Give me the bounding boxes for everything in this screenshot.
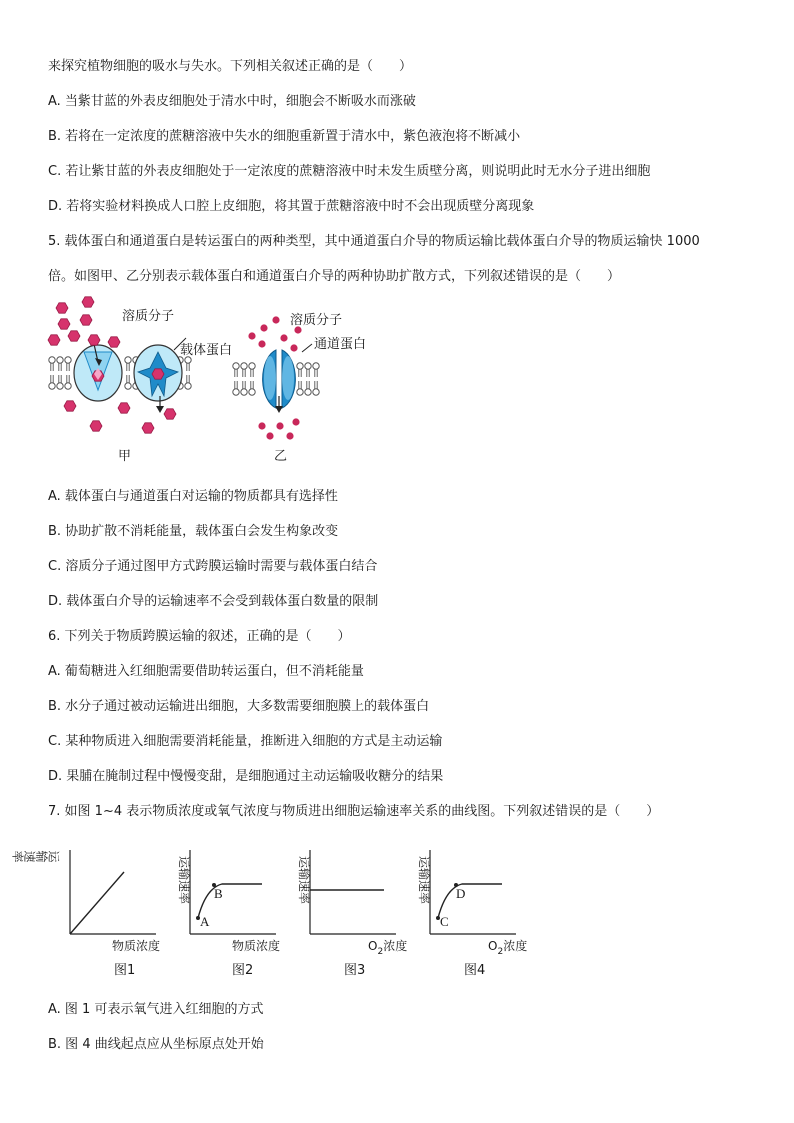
graph-1-ylabel: 运输速率 bbox=[12, 849, 60, 863]
carrier-protein-2 bbox=[134, 345, 182, 401]
graph-3-ylabel: 运输速率 bbox=[297, 856, 311, 905]
graph-4-caption: 图4 bbox=[464, 963, 486, 978]
caption-b: 乙 bbox=[274, 449, 288, 464]
q6-option-a: A. 葡萄糖进入红细胞需要借助转运蛋白，但不消耗能量 bbox=[48, 664, 364, 679]
q7-option-b: B. 图 4 曲线起点应从坐标原点处开始 bbox=[48, 1037, 264, 1052]
curve-1 bbox=[70, 872, 124, 934]
solute-label-a: 溶质分子 bbox=[122, 309, 175, 324]
graph-4-ylabel: 运输速率 bbox=[417, 856, 431, 905]
graph-4-xlabel: $O_2$浓度 bbox=[488, 939, 528, 957]
q4-option-b: B. 若将在一定浓度的蔗糖溶液中失水的细胞重新置于清水中，紫色液泡将不断减小 bbox=[48, 129, 521, 144]
carrier-protein-1 bbox=[74, 345, 122, 401]
curve-4 bbox=[438, 884, 502, 918]
q6-option-b: B. 水分子通过被动运输进出细胞，大多数需要细胞膜上的载体蛋白 bbox=[48, 699, 430, 714]
graph-2-caption: 图2 bbox=[232, 963, 254, 978]
graph-3-xlabel: $O_2$浓度 bbox=[368, 939, 408, 957]
q5-stem-line1: 5. 载体蛋白和通道蛋白是转运蛋白的两种类型，其中通道蛋白介导的物质运输比载体蛋白介导的物质运输快 1000 bbox=[48, 234, 700, 249]
q7-stem: 7. 如图 1~4 表示物质浓度或氧气浓度与物质进出细胞运输速率关系的曲线图。下列叙述错误的是（ ） bbox=[48, 804, 660, 819]
graph-4-point-c: C bbox=[440, 914, 449, 929]
channel-leader-line bbox=[302, 344, 312, 352]
arrow-a2-head bbox=[156, 406, 164, 413]
q4-option-d: D. 若将实验材料换成人口腔上皮细胞，将其置于蔗糖溶液中时不会出现质壁分离现象 bbox=[48, 199, 535, 214]
solute-molecules-a-bottom bbox=[64, 401, 176, 433]
membrane-transport-figure bbox=[40, 300, 400, 470]
q6-option-d: D. 果脯在腌制过程中慢慢变甜，是细胞通过主动运输吸收糖分的结果 bbox=[48, 769, 444, 784]
graph-4-point-d: D bbox=[456, 886, 466, 901]
graph-1 bbox=[12, 849, 160, 978]
graph-2-point-b: B bbox=[214, 886, 223, 901]
q4-stem: 来探究植物细胞的吸水与失水。下列相关叙述正确的是（ ） bbox=[48, 59, 413, 74]
graph-2-ylabel: 运输速率 bbox=[177, 856, 191, 905]
graph-1-caption: 图1 bbox=[114, 963, 136, 978]
q5-option-c: C. 溶质分子通过图甲方式跨膜运输时需要与载体蛋白结合 bbox=[48, 559, 378, 574]
q7-option-a: A. 图 1 可表示氧气进入红细胞的方式 bbox=[48, 1002, 264, 1017]
q4-option-c: C. 若让紫甘蓝的外表皮细胞处于一定浓度的蔗糖溶液中时未发生质壁分离，则说明此时无水分子进出细胞 bbox=[48, 164, 651, 179]
q5-option-d: D. 载体蛋白介导的运输速率不会受到载体蛋白数量的限制 bbox=[48, 594, 379, 609]
channel-label: 通道蛋白 bbox=[314, 337, 367, 352]
graph-1-xlabel: 物质浓度 bbox=[112, 939, 161, 953]
solute-label-b: 溶质分子 bbox=[290, 313, 343, 328]
arrow-b-head bbox=[275, 406, 283, 413]
graph-2-xlabel: 物质浓度 bbox=[232, 939, 281, 953]
solute-molecules-a-top bbox=[48, 297, 120, 347]
q5-option-a: A. 载体蛋白与通道蛋白对运输的物质都具有选择性 bbox=[48, 489, 338, 504]
q5-stem-line2: 倍。如图甲、乙分别表示载体蛋白和通道蛋白介导的两种协助扩散方式，下列叙述错误的是（ ） bbox=[48, 269, 621, 284]
q4-option-a: A. 当紫甘蓝的外表皮细胞处于清水中时，细胞会不断吸水而涨破 bbox=[48, 94, 416, 109]
curve-2 bbox=[198, 884, 262, 918]
rate-graphs-figure bbox=[12, 838, 546, 983]
q6-option-c: C. 某种物质进入细胞需要消耗能量，推断进入细胞的方式是主动运输 bbox=[48, 734, 443, 749]
graph-3 bbox=[297, 850, 407, 978]
graph-4 bbox=[417, 850, 527, 978]
q6-stem: 6. 下列关于物质跨膜运输的叙述，正确的是（ ） bbox=[48, 629, 351, 644]
graph-2 bbox=[177, 850, 280, 978]
graph-2-point-a: A bbox=[200, 914, 210, 929]
carrier-label: 载体蛋白 bbox=[180, 343, 233, 358]
graph-3-caption: 图3 bbox=[344, 963, 366, 978]
q5-option-b: B. 协助扩散不消耗能量，载体蛋白会发生构象改变 bbox=[48, 524, 339, 539]
caption-a: 甲 bbox=[118, 449, 132, 464]
